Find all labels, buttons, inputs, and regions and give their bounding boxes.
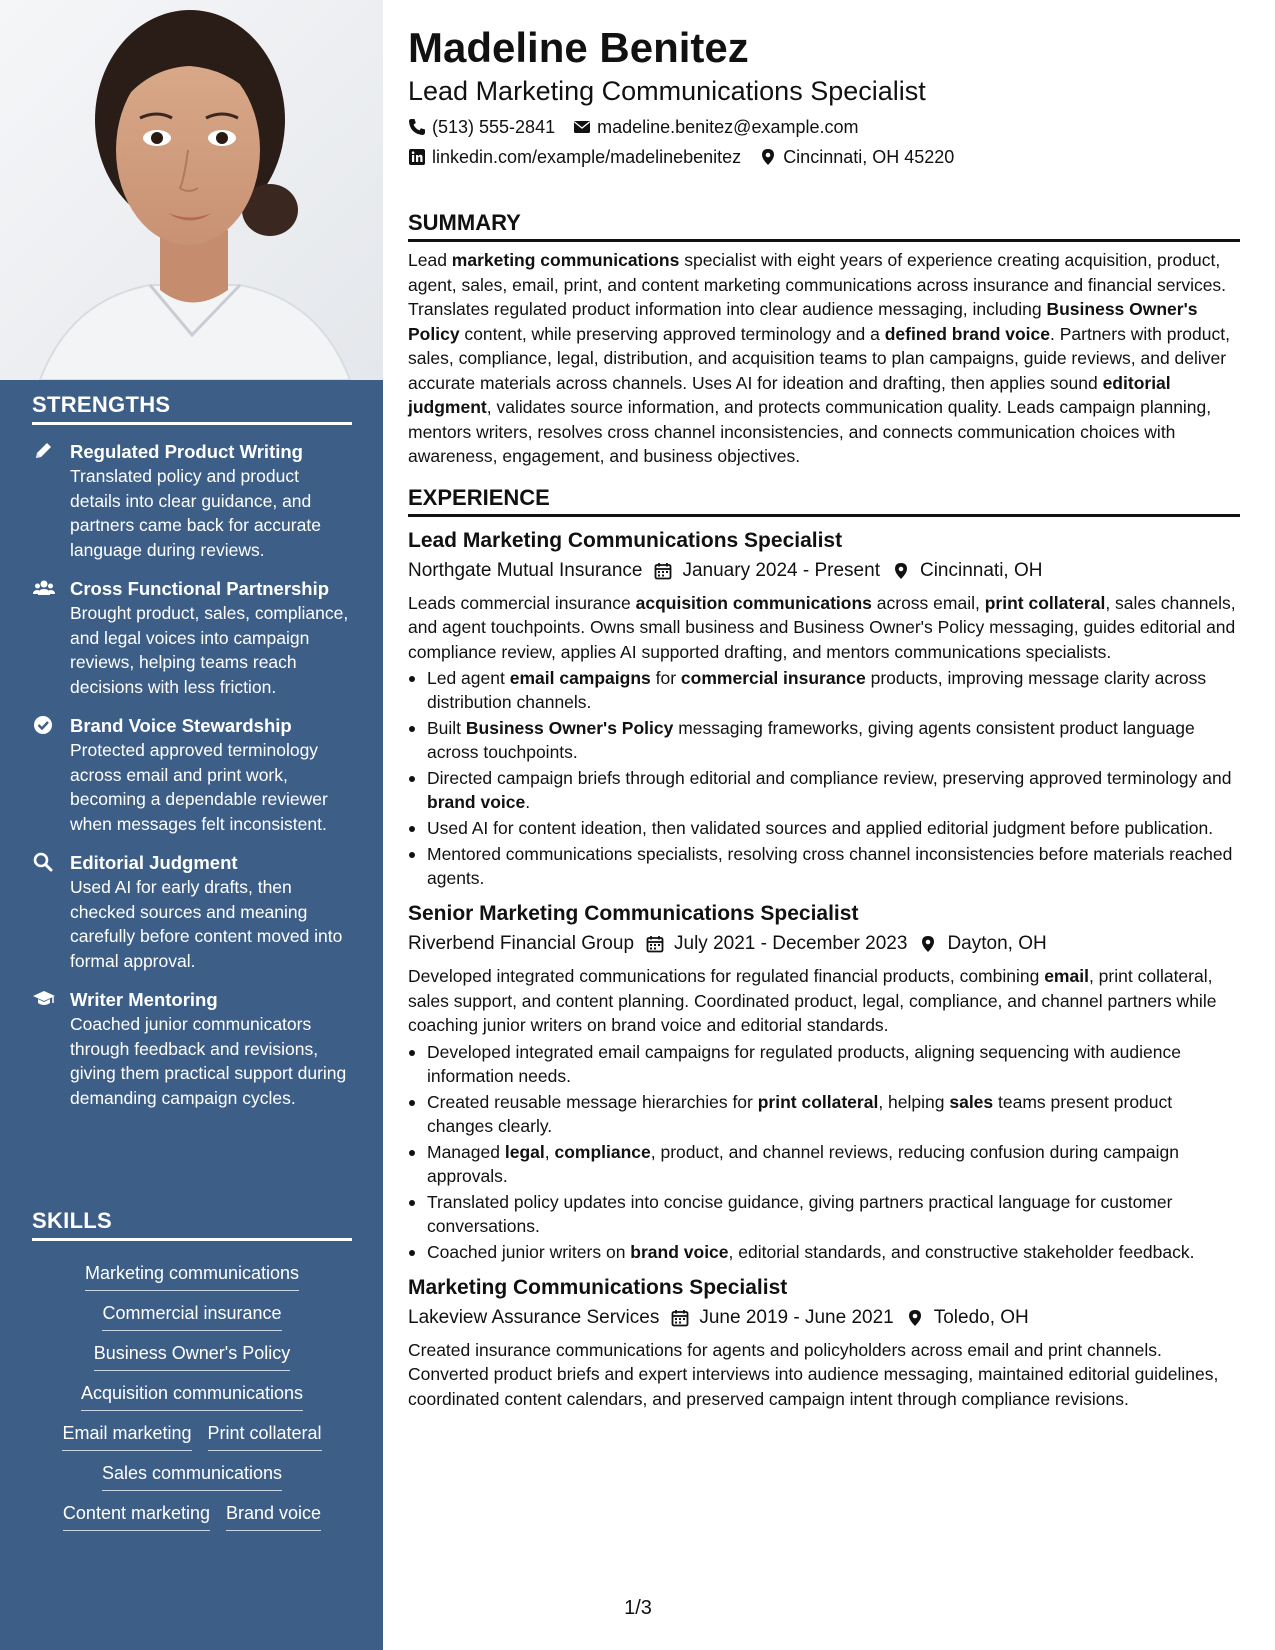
map-pin-icon xyxy=(892,562,910,580)
check-circle-icon xyxy=(33,715,55,735)
strength-title: Editorial Judgment xyxy=(70,852,238,873)
strength-item xyxy=(32,850,352,973)
company-name: Riverbend Financial Group xyxy=(408,933,635,954)
job-dates: June 2019 - June 2021 xyxy=(699,1306,894,1328)
strength-title: Brand Voice Stewardship xyxy=(70,715,292,736)
skill-tag: Brand voice xyxy=(226,1501,321,1531)
sidebar xyxy=(0,0,383,1650)
job-bullets xyxy=(408,1040,1240,1264)
strength-description: Coached junior communicators through feedback and revisions, giving them practical support during demanding campaign cycles. xyxy=(70,1014,347,1108)
skill-tag: Marketing communications xyxy=(85,1261,299,1291)
calendar-icon xyxy=(654,562,672,580)
bold-phrase: Business Owner's Policy xyxy=(408,299,1198,344)
bold-phrase: commercial insurance xyxy=(680,668,866,688)
strengths-section xyxy=(32,392,352,1110)
page-number: 1/3 xyxy=(624,1597,652,1619)
contact-email[interactable] xyxy=(573,114,858,140)
map-pin-icon xyxy=(919,935,937,953)
profile-photo xyxy=(0,0,383,380)
search-icon xyxy=(33,852,55,872)
skills-heading: SKILLS xyxy=(32,1208,352,1241)
bold-phrase: print collateral xyxy=(984,592,1106,613)
bullet-item: Translated policy updates into concise guidance, giving partners practical language for customer conversations. xyxy=(408,1190,1240,1238)
bold-phrase: email xyxy=(1044,966,1089,986)
job-title: Lead Marketing Communications Specialist xyxy=(408,528,843,552)
job-summary: Developed integrated communications for regulated financial products, combining email, print collateral, sales support, and content planning. Coordinated product, legal, compliance, and channel partners while coaching junior writers on brand voice and editorial standards. xyxy=(408,966,1217,1035)
bold-phrase: sales xyxy=(949,1091,994,1112)
skill-tag: Business Owner's Policy xyxy=(94,1341,291,1371)
bold-phrase: print collateral xyxy=(757,1091,879,1112)
job-location: Cincinnati, OH xyxy=(919,559,1043,581)
strength-description: Brought product, sales, compliance, and legal voices into campaign reviews, helping teams reach decisions with less friction. xyxy=(70,603,349,697)
job-entry xyxy=(408,1274,1240,1412)
users-icon xyxy=(33,578,55,598)
main-content xyxy=(408,22,1240,1411)
skill-tag: Print collateral xyxy=(208,1421,322,1451)
calendar-icon xyxy=(646,935,664,953)
linkedin-icon xyxy=(408,148,426,166)
job-entry xyxy=(408,527,1240,891)
envelope-icon xyxy=(573,118,591,136)
job-meta xyxy=(408,557,1240,585)
phone-text: (513) 555-2841 xyxy=(432,117,556,137)
bullet-item: Created reusable message hierarchies for print collateral, helping sales teams present product changes clearly. xyxy=(408,1090,1240,1138)
bold-phrase: brand voice xyxy=(427,792,526,812)
graduation-cap-icon xyxy=(33,989,55,1009)
contact-location xyxy=(759,144,954,170)
strengths-heading: STRENGTHS xyxy=(32,392,352,425)
strength-title: Cross Functional Partnership xyxy=(70,578,330,599)
company-name: Lakeview Assurance Services xyxy=(408,1306,660,1328)
bullet-item: Mentored communications specialists, resolving cross channel inconsistencies before materials reached agents. xyxy=(408,842,1240,890)
bold-phrase: legal xyxy=(504,1141,545,1162)
strength-title: Regulated Product Writing xyxy=(70,441,303,462)
skills-list xyxy=(32,1251,352,1531)
job-bullets xyxy=(408,666,1240,890)
skill-tag: Commercial insurance xyxy=(102,1301,281,1331)
job-title: Marketing Communications Specialist xyxy=(408,1275,788,1299)
bold-phrase: Business Owner's Policy xyxy=(465,718,674,738)
job-location: Dayton, OH xyxy=(947,933,1047,954)
bullet-item: Used AI for content ideation, then validated sources and applied editorial judgment before publication. xyxy=(408,816,1240,840)
email-text: madeline.benitez@example.com xyxy=(597,117,859,137)
strength-item xyxy=(32,713,352,836)
job-title: Senior Marketing Communications Specialist xyxy=(408,902,859,925)
strength-item xyxy=(32,987,352,1110)
strength-description: Used AI for early drafts, then checked sources and meaning carefully before content moved into formal approval. xyxy=(70,877,343,971)
summary-heading: SUMMARY xyxy=(408,210,1240,242)
bullet-item: Led agent email campaigns for commercial insurance products, improving message clarity across distribution channels. xyxy=(408,666,1240,714)
candidate-title: Lead Marketing Communications Specialist xyxy=(408,76,926,106)
skill-tag: Sales communications xyxy=(102,1461,282,1491)
job-entry xyxy=(408,900,1240,1264)
contact-row xyxy=(408,114,1240,140)
bullet-item: Managed legal, compliance, product, and channel reviews, reducing confusion during campaign approvals. xyxy=(408,1140,1240,1188)
job-dates: July 2021 - December 2023 xyxy=(674,933,908,954)
phone-icon xyxy=(408,118,426,136)
strength-item xyxy=(32,576,352,699)
bold-phrase: acquisition communications xyxy=(635,592,872,613)
skill-tag: Email marketing xyxy=(62,1421,191,1451)
strength-title: Writer Mentoring xyxy=(70,989,218,1010)
bold-phrase: marketing communications xyxy=(451,250,680,270)
contact-row xyxy=(408,144,1240,170)
job-location: Toledo, OH xyxy=(933,1306,1029,1328)
skills-section xyxy=(32,1208,352,1531)
location-text: Cincinnati, OH 45220 xyxy=(783,147,955,167)
strength-item xyxy=(32,439,352,562)
bullet-item: Coached junior writers on brand voice, editorial standards, and constructive stakeholder feedback. xyxy=(408,1240,1240,1264)
map-pin-icon xyxy=(906,1309,924,1327)
job-meta xyxy=(408,930,1240,958)
job-dates: January 2024 - Present xyxy=(682,559,880,581)
experience-heading: EXPERIENCE xyxy=(408,485,1240,517)
contact-linkedin[interactable] xyxy=(408,144,741,170)
bullet-item: Built Business Owner's Policy messaging frameworks, giving agents consistent product language across touchpoints. xyxy=(408,716,1240,764)
bold-phrase: defined brand voice xyxy=(884,323,1050,344)
linkedin-text: linkedin.com/example/madelinebenitez xyxy=(432,147,742,167)
strength-description: Protected approved terminology across email and print work, becoming a dependable reviewer when messages felt inconsistent. xyxy=(70,740,328,834)
skill-tag: Content marketing xyxy=(63,1501,210,1531)
calendar-icon xyxy=(671,1309,689,1327)
map-pin-icon xyxy=(759,148,777,166)
strength-description: Translated policy and product details into clear guidance, and partners came back for accurate language during reviews. xyxy=(70,466,321,560)
bold-phrase: brand voice xyxy=(630,1241,729,1262)
bold-phrase: email campaigns xyxy=(509,668,651,688)
summary-text: Lead marketing communications specialist with eight years of experience creating acquisition, product, agent, sales, email, print, and content marketing communications across insurance and financial services. Translates regulated product information into clear audience messaging, including Business Owner's Policy content, while preserving approved terminology and a defined brand voice. Partners with product, sales, compliance, legal, distribution, and acquisition teams to plan campaigns, guide reviews, and deliver accurate materials across channels. Uses AI for ideation and drafting, then applies sound editorial judgment, validates source information, and protects communication quality. Leads campaign planning, mentors writers, resolves cross channel inconsistencies, and connects communication choices with awareness, engagement, and business objectives. xyxy=(408,250,1230,466)
job-meta xyxy=(408,1304,1240,1332)
portrait-image xyxy=(0,0,383,380)
contact-phone xyxy=(408,114,555,140)
skill-tag: Acquisition communications xyxy=(81,1381,303,1411)
bullet-item: Directed campaign briefs through editorial and compliance review, preserving approved terminology and brand voice. xyxy=(408,766,1240,814)
bold-phrase: compliance xyxy=(554,1141,651,1162)
pencil-icon xyxy=(33,441,55,461)
bold-phrase: editorial judgment xyxy=(408,372,1171,417)
job-summary: Leads commercial insurance acquisition communications across email, print collateral, sales channels, and agent touchpoints. Owns small business and Business Owner's Policy messaging, guides editorial and compliance review, applies AI supported drafting, and mentors communications specialists. xyxy=(408,592,1236,662)
bullet-item: Developed integrated email campaigns for regulated products, aligning sequencing with audience information needs. xyxy=(408,1040,1240,1088)
candidate-name: Madeline Benitez xyxy=(408,24,749,71)
company-name: Northgate Mutual Insurance xyxy=(408,559,643,581)
job-summary: Created insurance communications for agents and policyholders across email and print channels. Converted product briefs and expert interviews into audience messaging, maintained editorial guidelines, coordinated content calendars, and preserved campaign intent through compliance revisions. xyxy=(408,1339,1219,1409)
